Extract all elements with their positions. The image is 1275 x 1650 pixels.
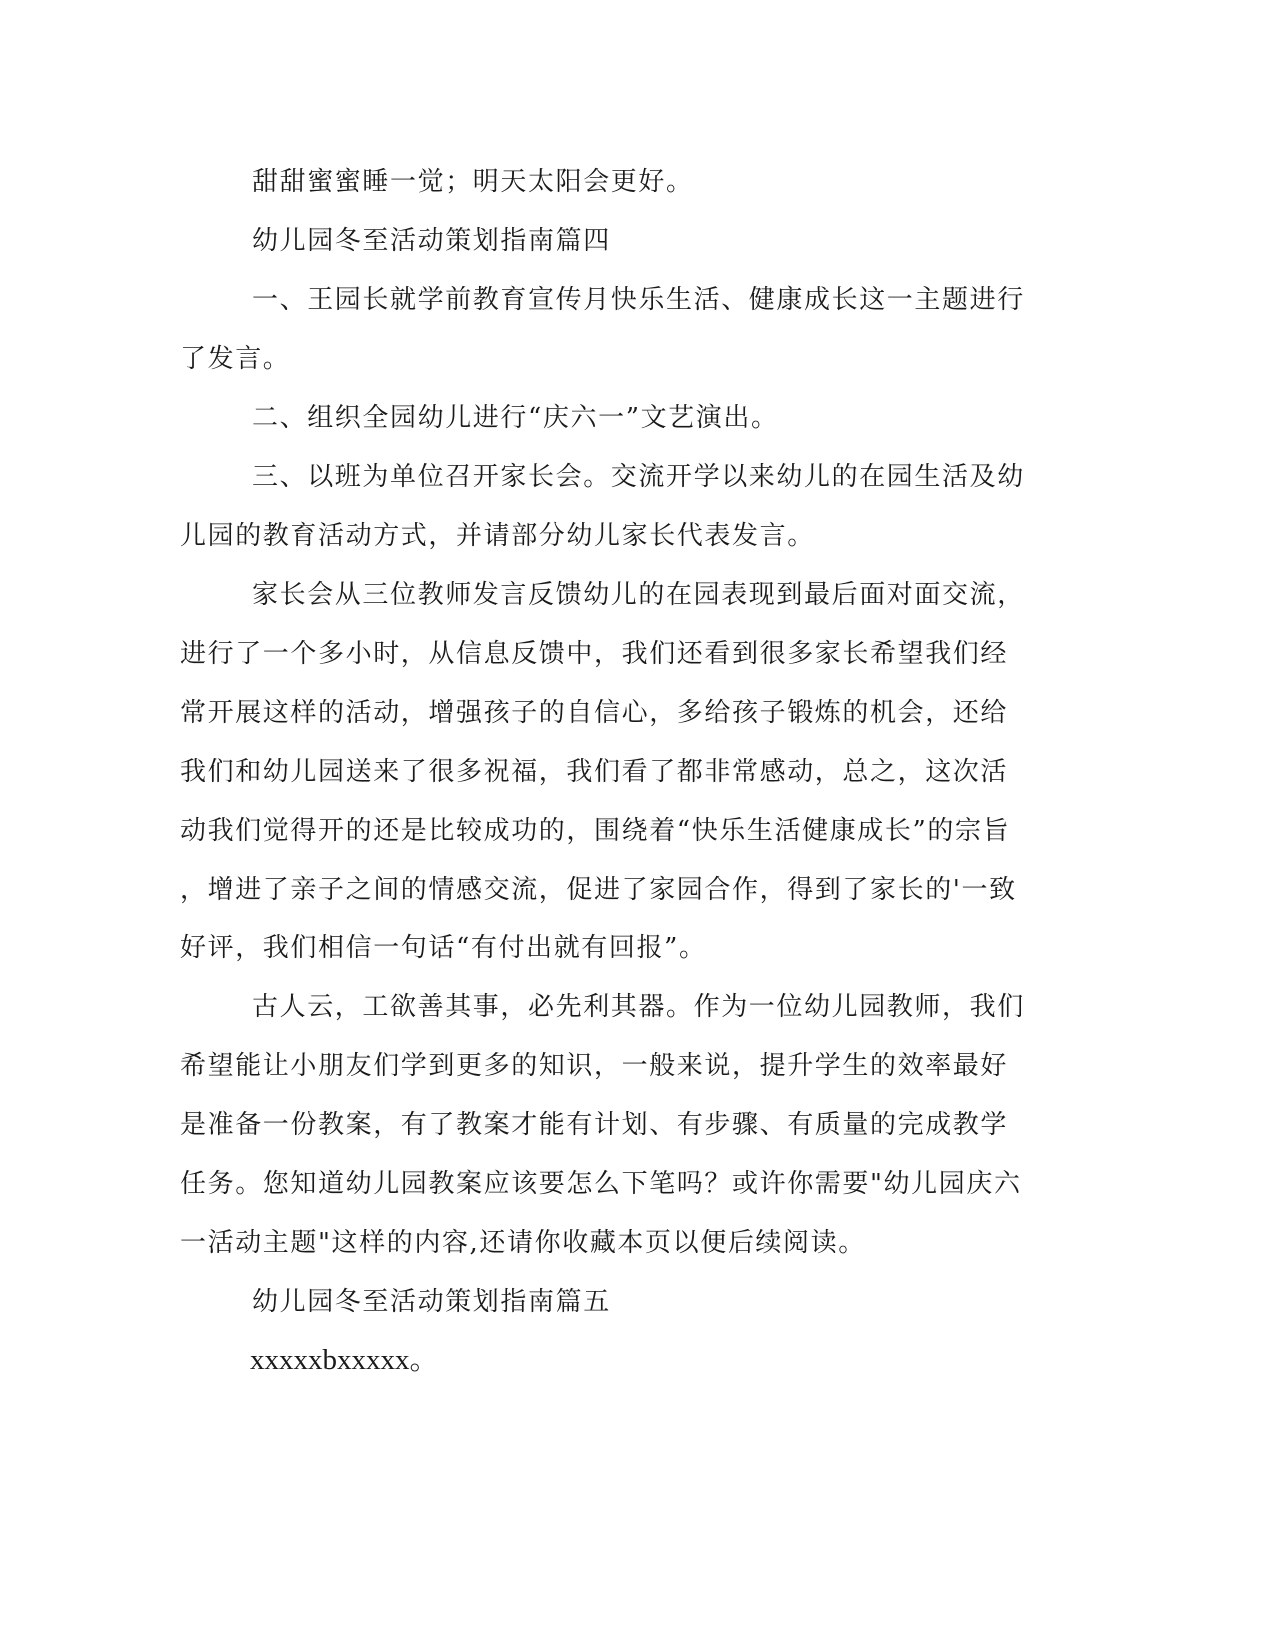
text-line: 是准备一份教案，有了教案才能有计划、有步骤、有质量的完成教学 — [180, 1110, 1009, 1140]
section-heading: 幼儿园冬至活动策划指南篇四 — [252, 226, 611, 256]
text-line: xxxxxbxxxxx。 — [250, 1344, 439, 1376]
text-line: 二、组织全园幼儿进行“庆六一”文艺演出。 — [252, 403, 779, 433]
text-line: 我们和幼儿园送来了很多祝福，我们看了都非常感动，总之，这次活 — [180, 757, 1009, 787]
text-line: 一活动主题"这样的内容,还请你收藏本页以便后续阅读。 — [180, 1228, 866, 1258]
text-line: 了发言。 — [180, 344, 291, 374]
text-line: 好评，我们相信一句话“有付出就有回报”。 — [180, 933, 707, 963]
text-line: 动我们觉得开的还是比较成功的，围绕着“快乐生活健康成长”的宗旨 — [180, 816, 1011, 846]
text-line: 任务。您知道幼儿园教案应该要怎么下笔吗？或许你需要"幼儿园庆六 — [180, 1169, 1022, 1199]
text-line: 甜甜蜜蜜睡一觉；明天太阳会更好。 — [252, 167, 694, 197]
text-line: 希望能让小朋友们学到更多的知识，一般来说，提升学生的效率最好 — [180, 1051, 1009, 1081]
text-line: 古人云，工欲善其事，必先利其器。作为一位幼儿园教师，我们 — [252, 992, 1025, 1022]
text-line: 三、以班为单位召开家长会。交流开学以来幼儿的在园生活及幼 — [252, 462, 1025, 492]
text-line: ，增进了亲子之间的情感交流，促进了家园合作，得到了家长的'一致 — [180, 875, 1017, 905]
section-heading: 幼儿园冬至活动策划指南篇五 — [252, 1287, 611, 1317]
text-line: 家长会从三位教师发言反馈幼儿的在园表现到最后面对面交流， — [252, 580, 1025, 610]
text-line: 进行了一个多小时，从信息反馈中，我们还看到很多家长希望我们经 — [180, 639, 1009, 669]
text-line: 一、王园长就学前教育宣传月快乐生活、健康成长这一主题进行 — [252, 285, 1025, 315]
text-line: 儿园的教育活动方式，并请部分幼儿家长代表发言。 — [180, 521, 815, 551]
text-line: 常开展这样的活动，增强孩子的自信心，多给孩子锻炼的机会，还给 — [180, 698, 1009, 728]
